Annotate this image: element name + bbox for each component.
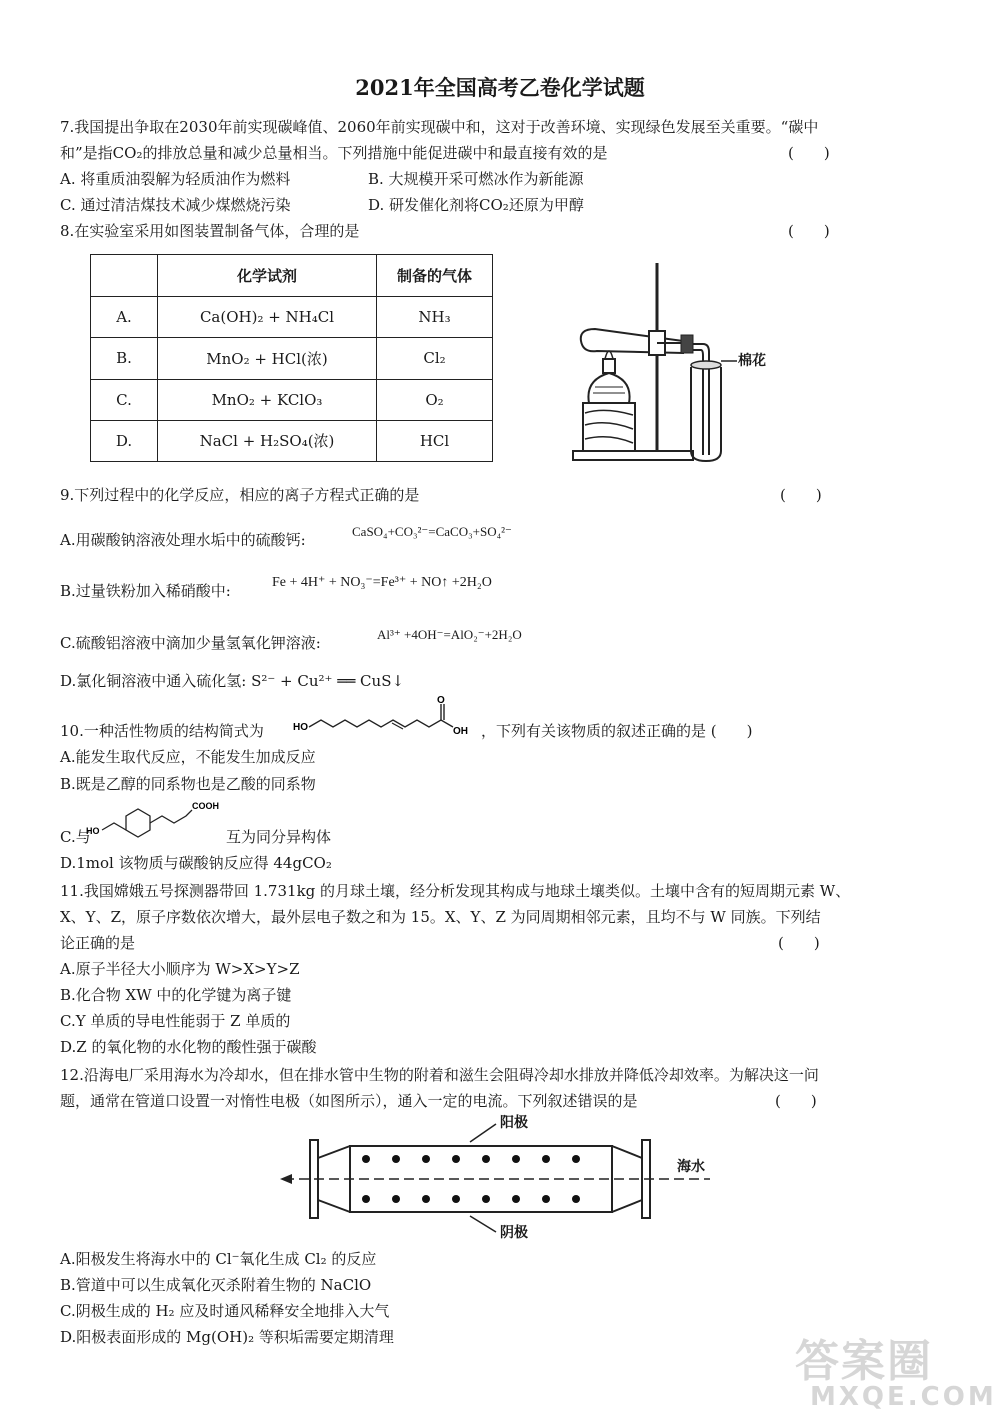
- q12-option-c: C.阴极生成的 H₂ 应及时通风稀释安全地排入大气: [60, 1302, 390, 1320]
- q11-option-b: B.化合物 XW 中的化学键为离子键: [60, 986, 292, 1004]
- table-row: [91, 420, 493, 461]
- q12-option-d: D.阳极表面形成的 Mg(OH)₂ 等积垢需要定期清理: [60, 1328, 394, 1346]
- table-cell: MnO₂ + KClO₃: [158, 379, 377, 420]
- q9-stem: 9.下列过程中的化学反应，相应的离子方程式正确的是: [60, 486, 420, 504]
- table-cell: HCl: [377, 420, 493, 461]
- table-cell: O₂: [377, 379, 493, 420]
- ring-cooh-text: COOH: [192, 801, 219, 811]
- table-cell: NH₃: [377, 297, 493, 338]
- q10-option-d: D.1mol 该物质与碳酸钠反应得 44gCO₂: [60, 854, 332, 872]
- active-compound-structure: [293, 694, 473, 738]
- q11-stem-line3: 论正确的是: [60, 934, 136, 952]
- q11-option-d: D.Z 的氧化物的水化物的酸性强于碳酸: [60, 1038, 317, 1056]
- q12-option-a: A.阳极发生将海水中的 Cl⁻氧化生成 Cl₂ 的反应: [60, 1250, 377, 1268]
- q9-option-d: D.氯化铜溶液中通入硫化氢: S²⁻ + Cu²⁺ ══ CuS↓: [60, 672, 405, 690]
- q9-equation-a: CaSO₄+CO₃²⁻=CaCO₃+SO₄²⁻: [352, 524, 512, 539]
- table-cell: Ca(OH)₂ + NH₄Cl: [158, 297, 377, 338]
- q7-option-d: D. 研发催化剂将CO₂还原为甲醇: [368, 196, 584, 214]
- q12-option-b: B.管道中可以生成氧化灭杀附着生物的 NaClO: [60, 1276, 372, 1294]
- q11-option-a: A.原子半径大小顺序为 W>X>Y>Z: [60, 960, 300, 978]
- ring-ho-text: HO: [86, 826, 100, 836]
- q7-option-c: C. 通过清洁煤技术减少煤燃烧污染: [60, 196, 291, 214]
- table-cell: Cl₂: [377, 338, 493, 379]
- q8-stem: 8.在实验室采用如图装置制备气体，合理的是: [60, 222, 360, 240]
- seawater-label: 海水: [677, 1159, 705, 1175]
- table-row: [91, 297, 493, 338]
- watermark-url: MXQE.COM: [810, 1382, 997, 1412]
- q10-stem-pre: 10.一种活性物质的结构简式为: [60, 722, 264, 740]
- cathode-label: 阴极: [500, 1225, 528, 1241]
- q9-option-a: A.用碳酸钠溶液处理水垢中的硫酸钙:: [60, 531, 306, 549]
- q10-option-c-suffix: 互为同分异构体: [226, 828, 332, 846]
- table-cell: C.: [91, 379, 158, 420]
- structure-oh-text: OH: [453, 726, 468, 737]
- table-cell: MnO₂ + HCl(浓): [158, 338, 377, 379]
- watermark-logo: 答案圈: [795, 1336, 933, 1387]
- q10-option-a: A.能发生取代反应，不能发生加成反应: [60, 748, 316, 766]
- table-header-cell: 化学试剂: [158, 255, 377, 297]
- reagent-table: [90, 254, 493, 462]
- table-row: [91, 379, 493, 420]
- q12-stem-line1: 12.沿海电厂采用海水为冷却水，但在排水管中生物的附着和滋生会阻碍冷却水排放并降低冷却效率。为解决这一问: [60, 1066, 819, 1084]
- anode-label: 阳极: [500, 1115, 528, 1131]
- page-title: 2021年全国高考乙卷化学试题: [355, 75, 645, 100]
- q9-equation-b: Fe + 4H⁺ + NO₃⁻=Fe³⁺ + NO↑ +2H₂O: [272, 575, 492, 590]
- q12-stem-line2: 题，通常在管道口设置一对惰性电极（如图所示），通入一定的电流。下列叙述错误的是: [60, 1092, 638, 1110]
- q10-option-c-prefix: C.与: [60, 828, 91, 846]
- q11-stem-line2: X、Y、Z，原子序数依次增大，最外层电子数之和为 15。X、Y、Z 为同周期相邻元素，且均不与 W 同族。下列结: [60, 908, 821, 926]
- q8-answer-paren: ( ): [788, 222, 830, 240]
- q9-answer-paren: ( ): [780, 486, 822, 504]
- table-cell: D.: [91, 420, 158, 461]
- table-header-row: [91, 255, 493, 297]
- q7-option-a: A. 将重质油裂解为轻质油作为燃料: [60, 170, 291, 188]
- q9-option-c: C.硫酸铝溶液中滴加少量氢氧化钾溶液:: [60, 634, 321, 652]
- q7-option-b: B. 大规模开采可燃冰作为新能源: [368, 170, 584, 188]
- table-cell: NaCl + H₂SO₄(浓): [158, 420, 377, 461]
- table-cell: A.: [91, 297, 158, 338]
- q7-stem-line1: 7.我国提出争取在2030年前实现碳峰值、2060年前实现碳中和，这对于改善环境、实现绿色发展至关重要。“碳中: [60, 118, 819, 136]
- q11-stem-line1: 11.我国嫦娥五号探测器带回 1.731kg 的月球土壤，经分析发现其构成与地球土壤类似。土壤中含有的短周期元素 W、: [60, 882, 851, 900]
- q9-equation-c: Al³⁺ +4OH⁻=AlO₂⁻+2H₂O: [377, 627, 522, 642]
- q10-option-b: B.既是乙醇的同系物也是乙酸的同系物: [60, 775, 316, 793]
- table-cell: B.: [91, 338, 158, 379]
- q12-answer-paren: ( ): [775, 1092, 817, 1110]
- cyclohexane-isomer-structure: [86, 796, 226, 844]
- q9-option-b: B.过量铁粉加入稀硝酸中:: [60, 582, 231, 600]
- structure-ho-text: HO: [293, 722, 308, 733]
- table-header-cell: 制备的气体: [377, 255, 493, 297]
- structure-o-text: O: [437, 695, 445, 706]
- table-row: [91, 338, 493, 379]
- q7-stem-line2: 和”是指CO₂的排放总量和减少总量相当。下列措施中能促进碳中和最直接有效的是: [60, 144, 608, 162]
- cotton-label: 棉花: [738, 353, 766, 369]
- q7-answer-paren: ( ): [788, 144, 830, 162]
- q10-stem-post: ，下列有关该物质的叙述正确的是 ( ): [481, 722, 753, 740]
- table-header-cell: [91, 255, 158, 297]
- q11-option-c: C.Y 单质的导电性能弱于 Z 单质的: [60, 1012, 291, 1030]
- q11-answer-paren: ( ): [778, 934, 820, 952]
